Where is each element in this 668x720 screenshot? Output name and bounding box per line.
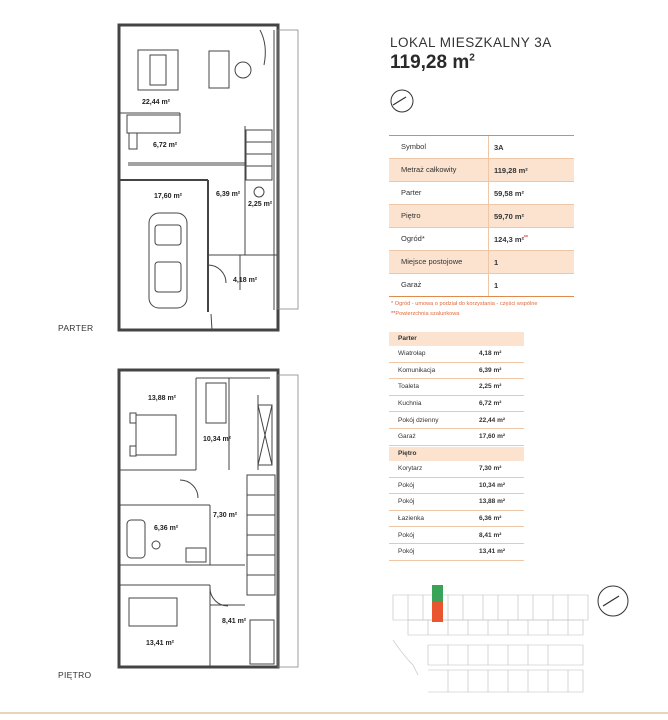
room-area-label: 6,36 m² xyxy=(154,525,179,532)
table-row: Komunikacja 6,39 m² xyxy=(389,363,524,380)
spec-row: Piętro 59,70 m² xyxy=(389,205,574,228)
table-row: Pokój 13,88 m² xyxy=(389,494,524,511)
table-row: Pokój 13,41 m² xyxy=(389,544,524,561)
room-area-label: 2,25 m² xyxy=(248,201,273,208)
table-row: Wiatrołap 4,18 m² xyxy=(389,346,524,363)
site-plan-unit-marker xyxy=(432,602,443,622)
site-compass-icon xyxy=(598,586,628,616)
table-row: Kuchnia 6,72 m² xyxy=(389,396,524,413)
spec-row: Ogród* 124,3 m²** xyxy=(389,228,574,251)
table-row: Garaż 17,60 m² xyxy=(389,429,524,446)
upper-floor-label: PIĘTRO xyxy=(58,670,92,680)
compass-icon xyxy=(389,88,415,119)
site-plan xyxy=(388,580,638,700)
table-row: Pokój 10,34 m² xyxy=(389,478,524,495)
room-area-label: 10,34 m² xyxy=(203,436,232,443)
table-row: Pokój dzienny 22,44 m² xyxy=(389,412,524,429)
pietro-header: Piętro xyxy=(389,447,524,461)
footer-divider xyxy=(0,712,668,714)
room-area-label: 4,18 m² xyxy=(233,277,258,284)
footnotes: * Ogród - umowa o podział do korzystania - części wspólne **Powierzchnia szalunkowa xyxy=(391,301,538,317)
site-plan-garden-marker xyxy=(432,585,443,602)
spec-row: Garaż 1 xyxy=(389,274,574,297)
parter-rooms-table xyxy=(389,332,524,446)
room-area-label: 6,39 m² xyxy=(216,191,241,198)
room-area-label: 17,60 m² xyxy=(154,193,183,200)
spec-row: Symbol 3A xyxy=(389,136,574,159)
room-area-label: 22,44 m² xyxy=(142,99,171,106)
pietro-rooms-table xyxy=(389,447,524,561)
spec-row: Metraż całkowity 119,28 m² xyxy=(389,159,574,182)
spec-row: Parter 59,58 m² xyxy=(389,182,574,205)
room-area-label: 6,72 m² xyxy=(153,142,178,149)
table-row: Toaleta 2,25 m² xyxy=(389,379,524,396)
table-row: Pokój 8,41 m² xyxy=(389,527,524,544)
room-area-label: 13,88 m² xyxy=(148,395,177,402)
table-row: Łazienka 6,36 m² xyxy=(389,511,524,528)
room-area-label: 13,41 m² xyxy=(146,640,175,647)
unit-total-area: 119,28 $m^2$ xyxy=(390,52,475,73)
unit-title: LOKAL MIESZKALNY 3A xyxy=(390,35,552,50)
spec-row: Miejsce postojowe 1 xyxy=(389,251,574,274)
table-row: Korytarz 7,30 m² xyxy=(389,461,524,478)
room-area-label: 8,41 m² xyxy=(222,618,247,625)
spec-table xyxy=(389,135,574,297)
ground-floor-label: PARTER xyxy=(58,323,94,333)
parter-header: Parter xyxy=(389,332,524,346)
room-area-label: 7,30 m² xyxy=(213,512,238,519)
